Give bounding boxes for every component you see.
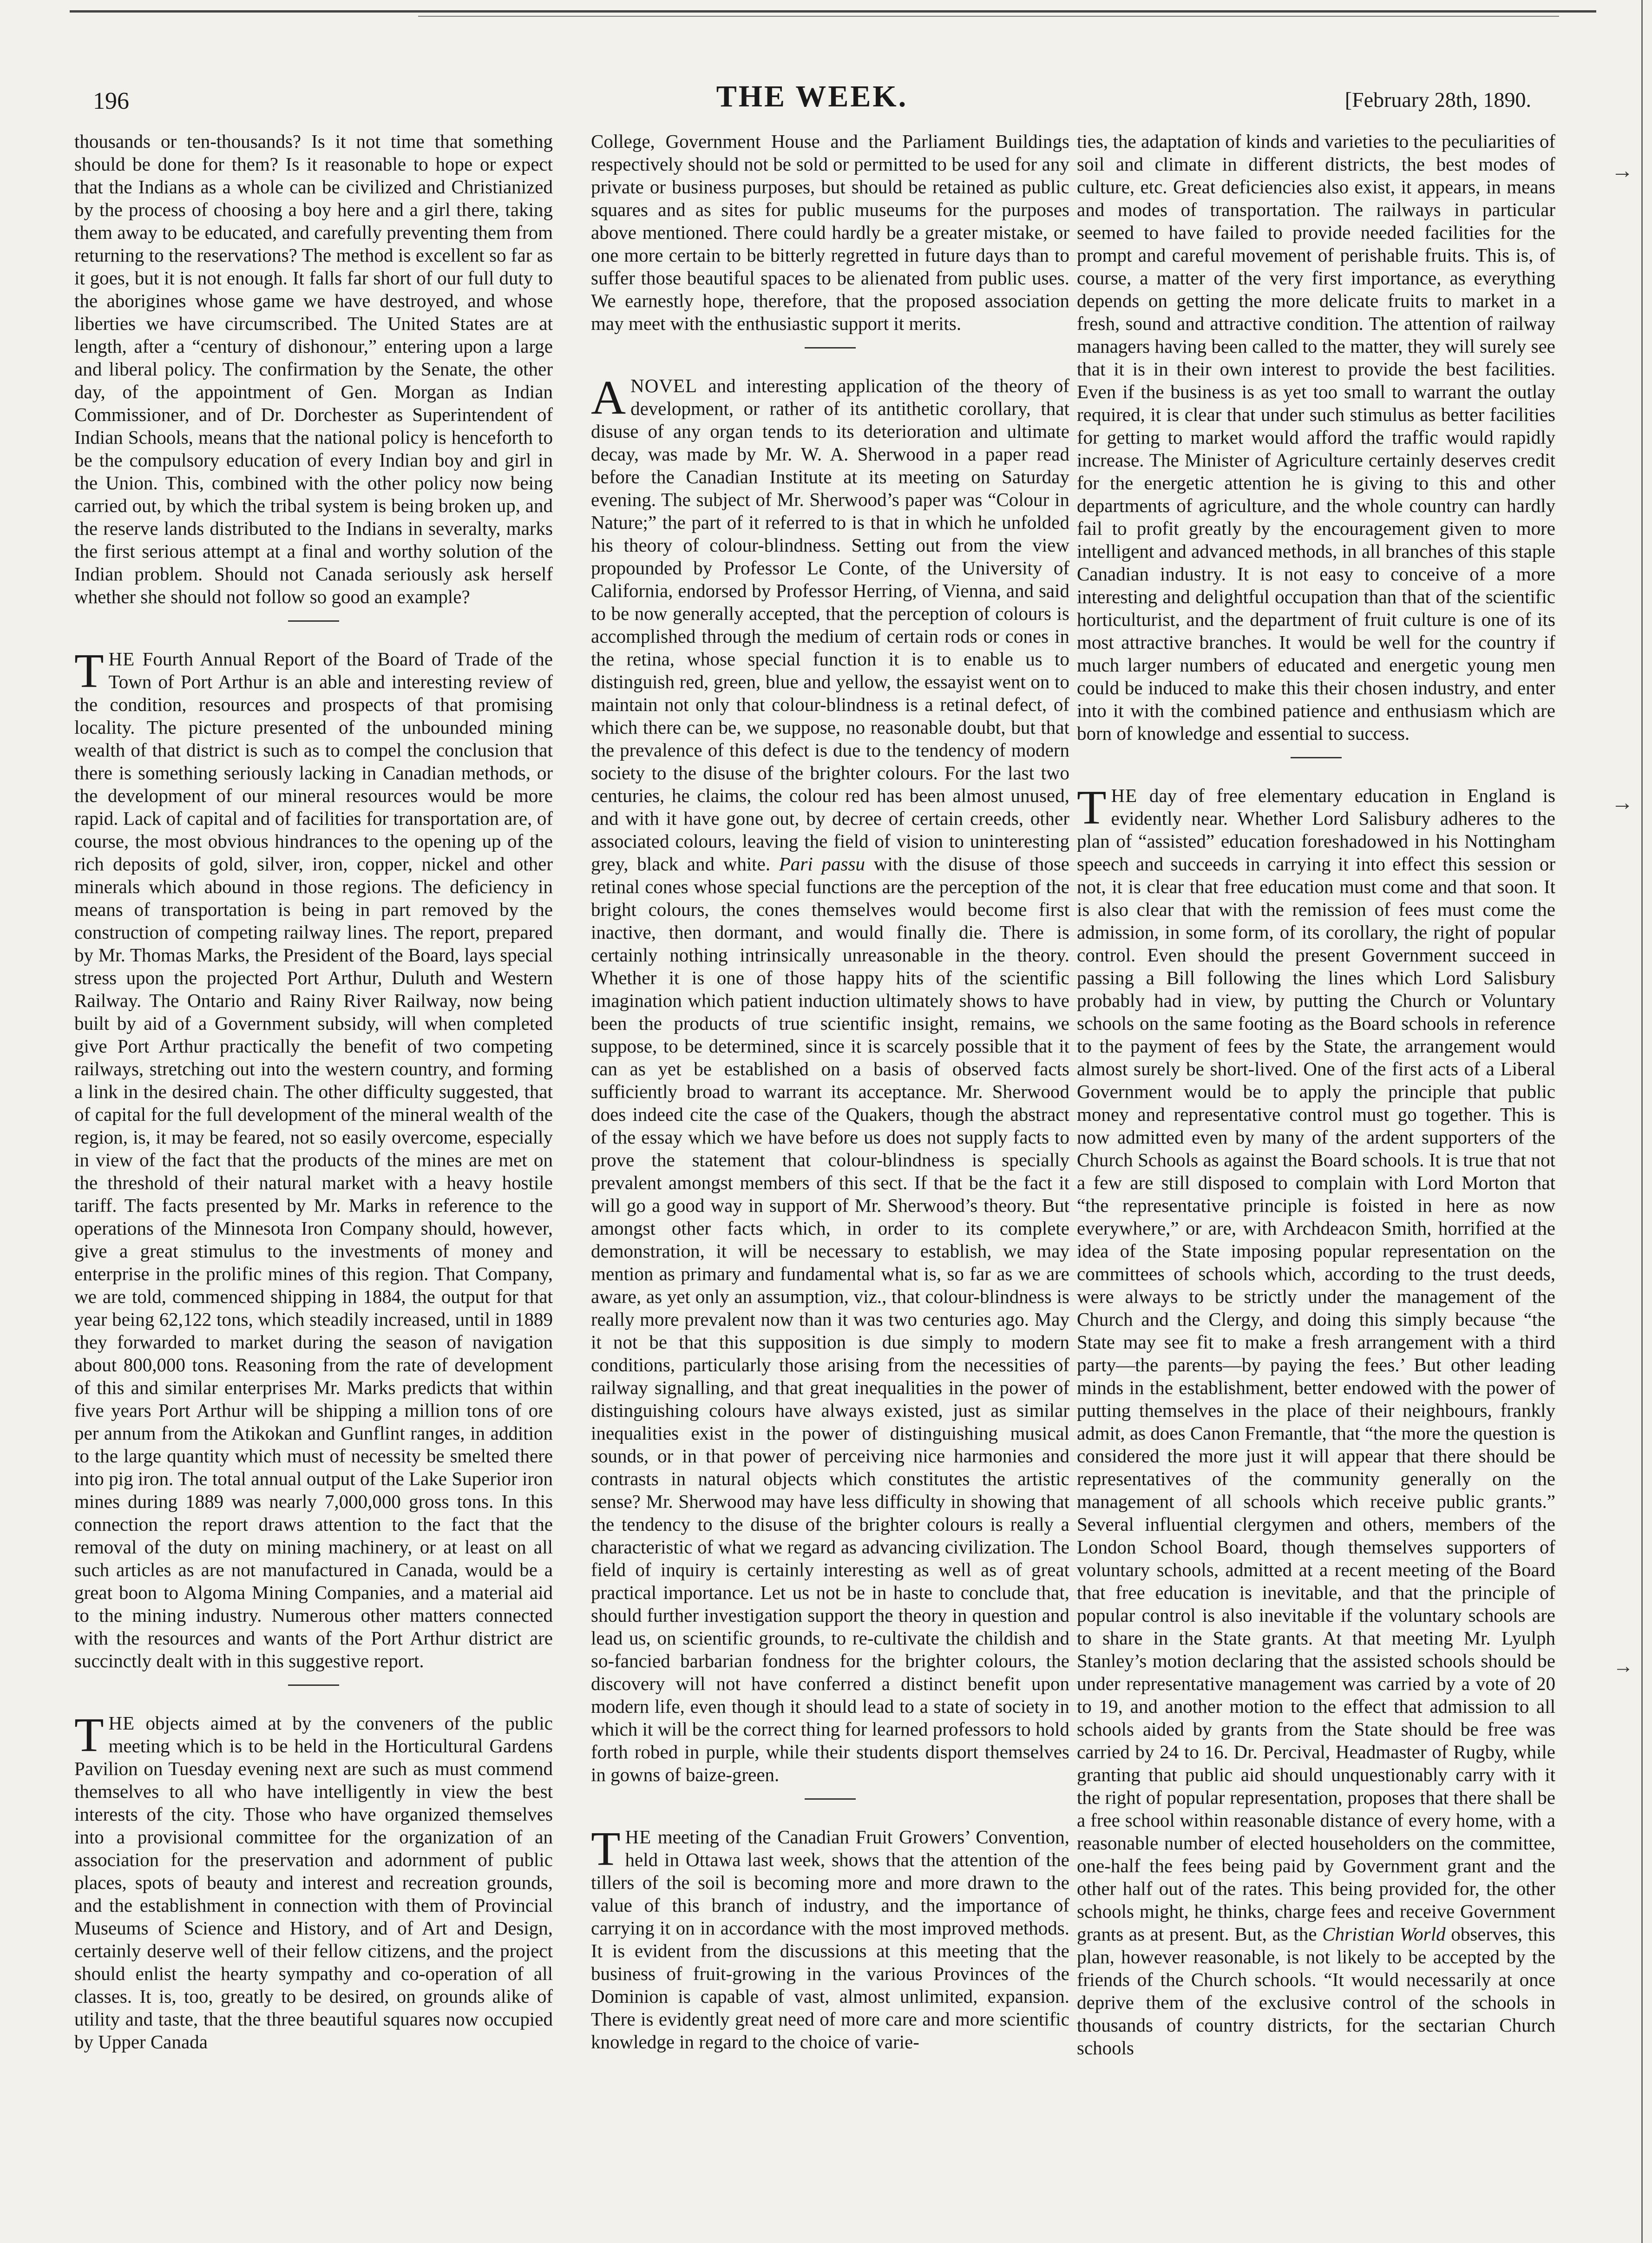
article-free-education xyxy=(1077,781,1555,2059)
column-3 xyxy=(1077,130,1555,2059)
lead-word: NOVEL xyxy=(630,375,698,396)
article-text: observes, this plan, however reasonable, is not likely to be accepted by the friends of the Church schools. “It would necessarily at once deprive them of the exclusive control of the schools in thousands of country districts, for the sectarian Church schools xyxy=(1077,1923,1555,2059)
drop-cap: A xyxy=(591,371,626,424)
issue-date: [February 28th, 1890. xyxy=(1344,88,1531,112)
lead-word: HE xyxy=(108,648,135,670)
page-number: 196 xyxy=(93,88,129,114)
drop-cap: T xyxy=(74,644,104,697)
article-public-places xyxy=(74,1708,553,2053)
drop-cap: T xyxy=(1077,781,1107,834)
article-text: Fourth Annual Report of the Board of Trade of the Town of Port Arthur is an able and interesting review of the condition, resources and prospects of that promising locality. The picture presented of the unbounded mining wealth of that district is such as to compel the conclusion that there is something seriously lacking in Canadian methods, or the development of our mineral resources would be more rapid. Lack of capital and of facilities for transportation are, of course, the most obvious hindrances to the opening up of the rich deposits of gold, silver, iron, copper, nickel and other minerals which abound in those regions. The deficiency in means of transportation is being in part removed by the construction of competing railway lines. The report, prepared by Mr. Thomas Marks, the President of the Board, lays special stress upon the projected Port Arthur, Duluth and Western Railway. The Ontario and Rainy River Railway, now being built by aid of a Government subsidy, will when completed give Port Arthur practically the benefit of two competing railways, stretching out into the western country, and forming a link in the desired chain. The other difficulty suggested, that of capital for the full development of the mineral wealth of the region, is, it may be feared, not so easily overcome, especially in view of the fact that the products of the mines are met on the threshold of their natural market with a heavy hostile tariff. The facts presented by Mr. Marks in reference to the operations of the Minnesota Iron Company should, however, give a great stimulus to the investments of money and enterprise in the prolific mines of this region. That Company, we are told, commenced shipping in 1884, the output for that year being 62,122 tons, which steadily increased, until in 1889 they forwarded to market during the season of navigation about 800,000 tons. Reasoning from the rate of development of this and similar enterprises Mr. Marks predicts that within five years Port Arthur will be shipping a million tons of ore per annum from the Atikokan and Gunflint ranges, in addition to the large quantity which must of necessity be smelted there into pig iron. The total annual output of the Lake Superior iron mines during 1889 was nearly 7,000,000 gross tons. In this connection the report draws attention to the fact that the removal of the duty on mining machinery, or at least on all such articles as are not manufactured in Canada, would be a great boon to Algoma Mining Companies, and a material aid to the mining industry. Numerous other matters connected with the resources and wants of the Port Arthur district are succinctly dealt with in this suggestive report. xyxy=(74,648,553,1671)
column-2 xyxy=(591,130,1069,2053)
article-port-arthur xyxy=(74,644,553,1672)
section-separator xyxy=(288,620,339,622)
margin-arrow-mark: → xyxy=(1611,158,1633,183)
margin-arrow-mark: → xyxy=(1611,790,1633,815)
masthead-title: THE WEEK. xyxy=(716,79,908,113)
page-edge-line xyxy=(1641,0,1643,2243)
lead-word: HE xyxy=(625,1826,652,1848)
lead-word: HE xyxy=(1111,785,1138,806)
article-public-places-cont: College, Government House and the Parliament Buildings respectively should not be sold or permitted to be used for any private or business purposes, but should be retained as public squares and as sites for public museums for the purposes above mentioned. There could hardly be a greater mistake, or one more certain to be bitterly regretted in future days than to suffer those beautiful spaces to be alienated from public uses. We earnestly hope, therefore, that the proposed association may meet with the enthusiastic support it merits. xyxy=(591,131,1069,334)
article-colour-blindness xyxy=(591,371,1069,1786)
margin-arrow-mark: → xyxy=(1613,1655,1633,1677)
section-separator xyxy=(805,347,856,349)
section-separator xyxy=(288,1684,339,1686)
section-separator xyxy=(1291,757,1342,758)
top-rule-thin xyxy=(418,16,1559,17)
page-header xyxy=(93,79,1531,135)
article-fruit-growers-cont: ties, the adaptation of kinds and varieties to the peculiarities of soil and climate in different districts, the best modes of culture, etc. Great deficiencies also exist, it appears, in means and modes of transportation. The railways in particular seemed to have failed to provide needed facilities for the prompt and careful movement of perishable fruits. This is, of course, a matter of the very first importance, as everything depends on getting the more delicate fruits to market in a fresh, sound and attractive condition. The attention of railway managers having been called to the matter, they will surely see that it is in their own interest to provide the best facilities. Even if the business is as yet too small to warrant the outlay required, it is clear that under such stimulus as better facilities for getting to market would afford the traffic would rapidly increase. The Minister of Agriculture certainly deserves credit for the energetic attention he is giving to this and other departments of agriculture, and the whole country can hardly fail to profit greatly by the encouragement given to more intelligent and advanced methods, in all branches of this staple Canadian industry. It is not easy to conceive of a more interesting and delightful occupation than that of the scientific horticulturist, and the department of fruit culture is one of its most attractive branches. It would be well for the country if much larger numbers of educated and energetic young men could be induced to make this their chosen industry, and enter into it with the combined patience and enthusiasm which are born of knowledge and essential to success. xyxy=(1077,131,1555,744)
article-fruit-growers xyxy=(591,1822,1069,2053)
article-text: day of free elementary education in England is evidently near. Whether Lord Salisbury adheres to the plan of “assisted” education foreshadowed in his Nottingham speech and succeeds in carrying it into effect this session or not, it is clear that free education must come and that soon. It is also clear that with the remission of fees must come the admission, in some form, of its corollary, the right of popular control. Even should the present Government succeed in passing a Bill following the lines which Lord Salisbury probably had in view, by putting the Church or Voluntary schools on the same footing as the Board schools in reference to the payment of fees by the State, the arrangement would almost surely be short-lived. One of the first acts of a Liberal Government would be to apply the principle that public money and representative control must go together. This is now admitted even by many of the ardent supporters of the Church Schools as against the Board schools. It is true that not a few are still disposed to complain with Lord Morton that “the representative principle is foisted in here as now everywhere,” or are, with Archdeacon Smith, horrified at the idea of the State imposing popular representation on the committees of schools which, according to the trust deeds, were always to be strictly under the management of the Church and the Clergy, and doing this simply because “the State may see fit to make a fresh arrangement with a third party—the parents—by paying the fees.’ But other leading minds in the establishment, better endowed with the power of putting themselves in the place of their neighbours, frankly admit, as does Canon Fremantle, that “the more the question is considered the more just it will appear that there should be representatives of the community generally on the management of all schools which receive public grants.” Several influential clergymen and others, members of the London School Board, though themselves supporters of voluntary schools, admitted at a recent meeting of the Board that free education is inevitable, and that the principle of popular control is also inevitable if the voluntary schools are to share in the State grants. At that meeting Mr. Lyulph Stanley’s motion declaring that the assisted schools should be under representative management was carried by a vote of 20 to 19, and another motion to the effect that admission to all schools aided by grants from the State should be free was carried by 24 to 16. Dr. Percival, Headmaster of Rugby, while granting that public aid should unquestionably carry with it the right of popular representation, proposes that there shall be a free school within reasonable distance of every home, with a reasonable number of elected householders on the committee, one-half the fees being paid by Government grant and the other half out of the rates. This being provided for, the other schools might, he thinks, charge fees and receive Government grants as at present. But, as the xyxy=(1077,785,1555,1945)
article-indian-education: thousands or ten-thousands? Is it not time that something should be done for them? Is it reasonable to hope or expect that the Indians as a whole can be civilized and Christianized by the process of choosing a boy here and a girl there, taking them away to be educated, and carefully preventing them from returning to the reservations? The method is excellent so far as it goes, but it is not enough. It falls far short of our full duty to the aborigines whose game we have destroyed, and whose liberties we have circumscribed. The United States are at length, after a “century of dishonour,” entering upon a large and liberal policy. The confirmation by the Senate, the other day, of the appointment of Gen. Morgan as Indian Commissioner, and of Dr. Dorchester as Superintendent of Indian Schools, means that the national policy is henceforth to be the compulsory education of every Indian boy and girl in the Union. This, combined with the other policy now being carried out, by which the tribal system is being broken up, and the reserve lands distributed to the Indians in severalty, marks the first serious attempt at a final and worthy solution of the Indian problem. Should not Canada seriously ask herself whether she should not follow so good an example? xyxy=(74,131,553,607)
top-rule xyxy=(70,10,1596,13)
italic-phrase: Pari passu xyxy=(779,853,865,875)
drop-cap: T xyxy=(591,1822,621,1875)
section-separator xyxy=(805,1798,856,1800)
column-1 xyxy=(74,130,553,2053)
article-text: and interesting application of the theory of development, or rather of its antithetic corollary, that disuse of any organ tends to its deterioration and ultimate decay, was made by Mr. W. A. Sherwood in a paper read before the Canadian Institute at its meeting on Saturday evening. The subject of Mr. Sherwood’s paper was “Colour in Nature;” the part of it referred to is that in which he unfolded his theory of colour-blindness. Setting out from the view propounded by Professor Le Conte, of the University of California, endorsed by Professor Herring, of Vienna, and said to be now generally accepted, that the perception of colours is accomplished through the medium of certain rods or cones in the retina, whose special function it is to enable us to distinguish red, green, blue and yellow, the essayist went on to maintain not only that colour-blindness is a retinal defect, of which there can be, we suppose, no reasonable doubt, but that the prevalence of this defect is due to the tendency of modern society to the disuse of the brighter colours. For the last two centuries, he claims, the colour red has been almost unused, and with it have gone out, by decree of certain creeds, other associated colours, leaving the field of vision to uninteresting grey, black and white. xyxy=(591,375,1069,875)
article-text: with the disuse of those retinal cones whose special functions are the perception of the bright colours, the cones themselves would become first inactive, then dormant, and would finally die. There is certainly nothing intrinsically unreasonable in the theory. Whether it is one of those happy hits of the scientific imagination which patient induction ultimately shows to have been the products of true scientific insight, remains, we suppose, to be determined, since it is scarcely possible that it can as yet be established on a basis of observed facts sufficiently broad to warrant its acceptance. Mr. Sherwood does indeed cite the case of the Quakers, though the abstract of the essay which we have before us does not supply facts to prove the statement that colour-blindness is specially prevalent amongst members of this sect. If that be the fact it will go a good way in support of Mr. Sherwood’s theory. But amongst other facts which, in order to its complete demonstration, it will be necessary to establish, we may mention as primary and fundamental what is, so far as we are aware, as yet only an assumption, viz., that colour-blindness is really more prevalent now than it was two centuries ago. May it not be that this supposition is due simply to modern conditions, particularly those arising from the necessities of railway signalling, and that great inequalities in the power of distinguishing colours have always existed, just as similar inequalities exist in the power of distinguishing musical sounds, or in that power of perceiving nice harmonies and contrasts in natural objects which constitutes the artistic sense? Mr. Sherwood may have less difficulty in showing that the tendency to the disuse of the brighter colours is really a characteristic of what we regard as advancing civilization. The field of inquiry is certainly interesting as well as of great practical importance. Let us not be in haste to conclude that, should further investigation support the theory in question and lead us, on scientific grounds, to re-cultivate the childish and so-fancied barbarian fondness for the brighter colours, the discovery will not have conferred a distinct benefit upon modern life, even though it should lead to a state of society in which it will be the correct thing for learned professors to hold forth robed in purple, while their students disport themselves in gowns of baize-green. xyxy=(591,853,1069,1785)
article-text: objects aimed at by the conveners of the public meeting which is to be held in the Horticultural Gardens Pavilion on Tuesday evening next are such as must commend themselves to all who have intelligently in view the best interests of the city. Those who have organized themselves into a provisional committee for the organization of an association for the preservation and adornment of public places, spots of beauty and interest and recreation grounds, and the establishment in connection with them of Provincial Museums of Science and History, and of Art and Design, certainly deserve well of their fellow citizens, and the project should enlist the hearty sympathy and co-operation of all classes. It is, too, greatly to be desired, on grounds alike of utility and taste, that the three beautiful squares now occupied by Upper Canada xyxy=(74,1712,553,2052)
lead-word: HE xyxy=(108,1712,135,1734)
italic-phrase: Christian World xyxy=(1322,1923,1446,1945)
article-text: meeting of the Canadian Fruit Growers’ Convention, held in Ottawa last week, shows that the attention of the tillers of the soil is becoming more and more drawn to the value of this branch of industry, and the importance of carrying it on in accordance with the most improved methods. It is evident from the discussions at this meeting that the business of fruit-growing in the various Provinces of the Dominion is capable of vast, almost unlimited, expansion. There is evidently great need of more care and more scientific knowledge in regard to the choice of varie- xyxy=(591,1826,1069,2052)
drop-cap: T xyxy=(74,1708,104,1762)
